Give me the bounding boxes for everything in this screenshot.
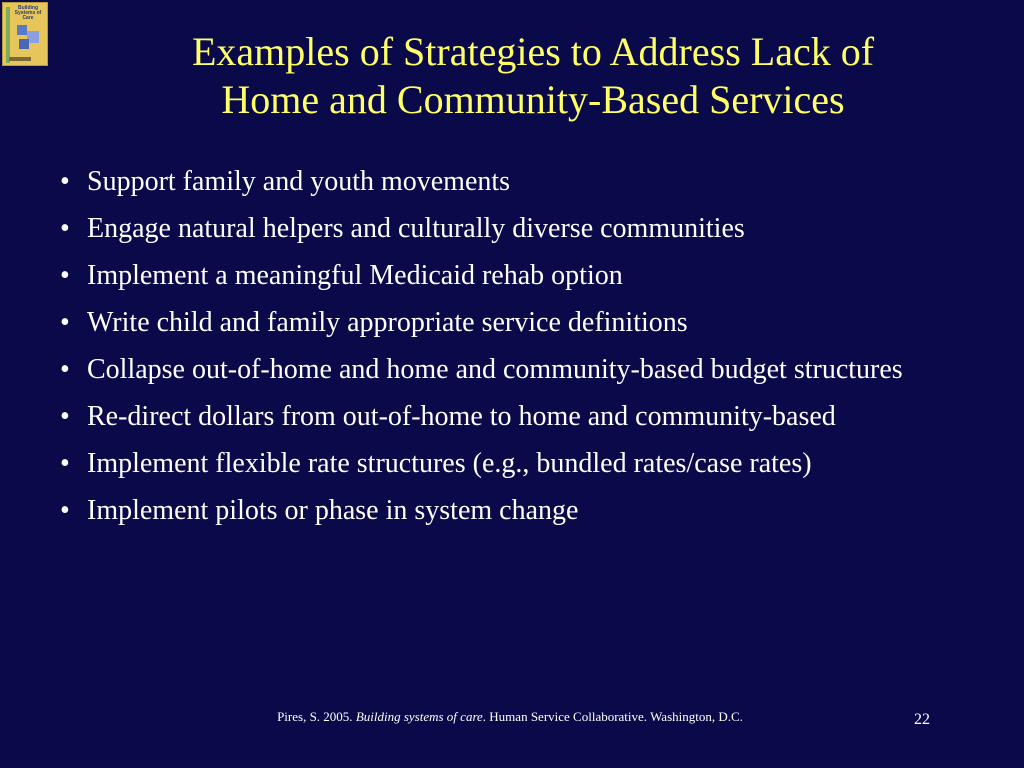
citation-title: Building systems of care: [355, 709, 483, 724]
bullet-item: [60, 213, 960, 245]
citation-prefix: Pires, S. 2005.: [277, 709, 356, 724]
logo-publisher-mark: [9, 57, 31, 61]
bullet-text: Implement pilots or phase in system change: [87, 495, 579, 526]
bullet-item: [60, 401, 960, 433]
slide-title-line-1: Examples of Strategies to Address Lack of: [191, 29, 875, 74]
slide-title-line-2: Home and Community-Based Services: [221, 77, 845, 122]
logo-stripe: [6, 7, 10, 63]
citation-footer: [250, 709, 770, 725]
slide-title: [62, 28, 1004, 124]
bullet-dot: •: [60, 166, 70, 197]
bullet-text: Write child and family appropriate service definitions: [87, 307, 688, 338]
page-number: 22: [914, 711, 930, 728]
bullet-item: [60, 307, 960, 339]
bullet-dot: •: [60, 307, 70, 338]
bullet-text: Engage natural helpers and culturally diverse communities: [87, 213, 745, 244]
bullet-item: [60, 495, 960, 527]
bullet-item: [60, 260, 960, 292]
bullet-text: Re-direct dollars from out-of-home to home and community-based: [87, 401, 836, 432]
bullet-item: [60, 354, 960, 386]
citation-suffix: . Human Service Collaborative. Washington, D.C.: [482, 709, 743, 724]
bullet-text: Implement flexible rate structures (e.g., bundled rates/case rates): [87, 448, 812, 479]
book-cover-logo: [2, 2, 48, 66]
bullet-list: [60, 166, 960, 542]
bullet-dot: •: [60, 401, 70, 432]
logo-square: [19, 39, 29, 49]
bullet-dot: •: [60, 448, 70, 479]
bullet-dot: •: [60, 260, 70, 291]
bullet-item: [60, 448, 960, 480]
bullet-dot: •: [60, 354, 70, 385]
bullet-item: [60, 166, 960, 198]
bullet-dot: •: [60, 213, 70, 244]
logo-text: Building Systems of Care: [14, 5, 42, 21]
bullet-dot: •: [60, 495, 70, 526]
bullet-text: Collapse out-of-home and home and community-based budget structures: [87, 354, 903, 385]
logo-square: [17, 25, 27, 35]
bullet-text: Support family and youth movements: [87, 166, 511, 197]
bullet-text: Implement a meaningful Medicaid rehab option: [87, 260, 623, 291]
